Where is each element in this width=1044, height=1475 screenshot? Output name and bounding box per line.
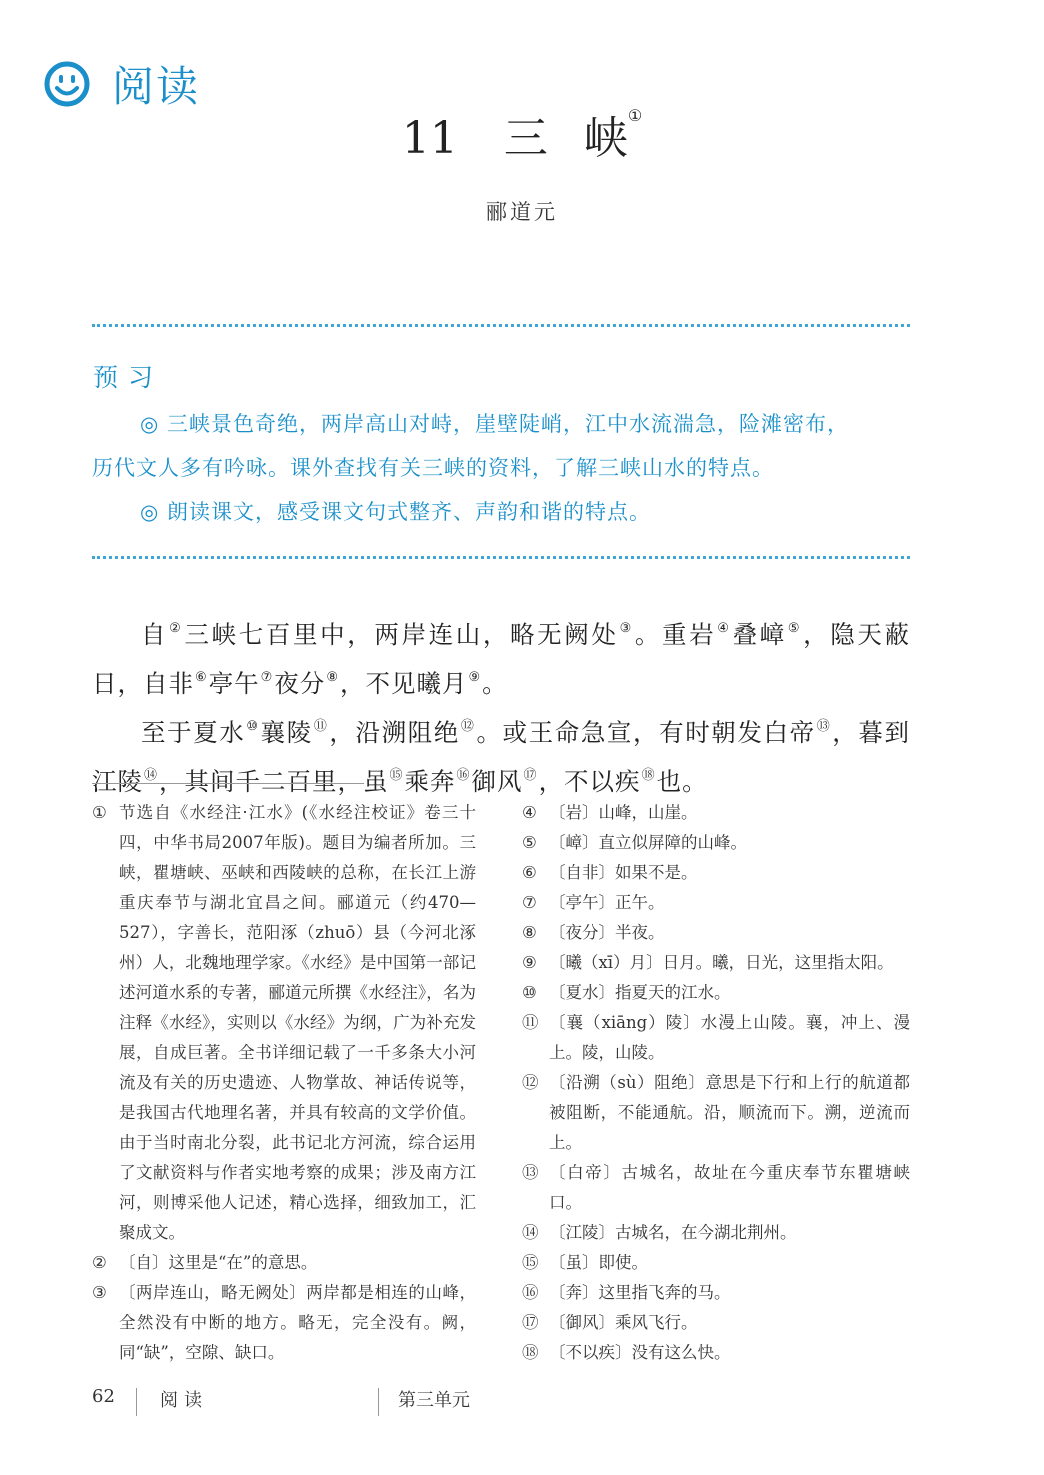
- footnote: [522, 1248, 910, 1278]
- footnote-ref[interactable]: ⑧: [326, 670, 339, 686]
- footnote-text: 〔虽〕即使。: [549, 1253, 648, 1272]
- text-run: ，不以疾: [538, 767, 641, 797]
- footnote-number: ⑩: [522, 983, 537, 1002]
- footnote-ref[interactable]: ⑪: [313, 719, 329, 735]
- text-run: ，其间千二百里，虽: [159, 767, 389, 797]
- footnote-ref[interactable]: ③: [619, 621, 634, 636]
- footnote-ref[interactable]: ⑮: [389, 768, 404, 784]
- footnotes-left-column: [92, 798, 476, 1368]
- footnote-number: ⑫: [522, 1073, 539, 1092]
- footnote: [92, 1248, 476, 1278]
- footnote-text: 〔奔〕这里指飞奔的马。: [549, 1283, 731, 1302]
- footnotes-right-column: [522, 798, 910, 1368]
- footnote-number: ⑤: [522, 833, 537, 852]
- text-run: ，暮到江陵: [92, 718, 910, 797]
- footnote: [522, 798, 910, 828]
- footnote: [522, 1158, 910, 1218]
- text-run: 自: [141, 620, 169, 650]
- footnote-rule: [92, 783, 364, 784]
- footnote: [522, 1068, 910, 1158]
- preview-title: 预习: [93, 363, 164, 392]
- footnote-text: 〔沿溯（sù）阻绝〕意思是下行和上行的航道都被阻断，不能通航。沿，顺流而下。溯，逆流而上。: [549, 1073, 910, 1152]
- text-run: 夜分: [274, 669, 326, 699]
- footnote-number: ⑦: [522, 893, 537, 912]
- preview-item-1-line-1: ◎ 三峡景色奇绝，两岸高山对峙，崖壁陡峭，江中水流湍急，险滩密布，: [140, 412, 849, 436]
- text-run: 御风: [471, 767, 523, 797]
- footnote: [522, 948, 910, 978]
- footnote-text: 〔夏水〕指夏天的江水。: [549, 983, 731, 1002]
- footnote-number: ③: [92, 1283, 107, 1302]
- footnote-number: ⑱: [522, 1343, 539, 1362]
- footnote-number: ⑬: [522, 1163, 539, 1182]
- footnote-text: 〔两岸连山，略无阙处〕两岸都是相连的山峰，全然没有中断的地方。略无，完全没有。阙，同“缺”，空隙、缺口。: [119, 1283, 476, 1362]
- footnote-text: 〔亭午〕正午。: [549, 893, 665, 912]
- footnote-ref[interactable]: ⑨: [468, 670, 482, 686]
- text-run: ，隐天蔽日，自非: [92, 620, 911, 699]
- footnote-text: 〔曦（xī）月〕日月。曦，日光，这里指太阳。: [549, 953, 894, 972]
- footnote: [522, 858, 910, 888]
- footnote-ref[interactable]: ⑩: [246, 719, 260, 735]
- footnote-number: ⑭: [522, 1223, 539, 1242]
- text-run: 三峡七百里中，两岸连山，略无阙处: [184, 620, 619, 650]
- footnote-number: ⑮: [522, 1253, 539, 1272]
- footnote-number: ④: [522, 803, 537, 822]
- footnote-number: ⑪: [522, 1013, 539, 1032]
- footnote-ref[interactable]: ④: [717, 621, 732, 636]
- footnote-number: ⑧: [522, 923, 537, 942]
- text-run: 。重岩: [634, 620, 717, 650]
- footnote: [522, 1338, 910, 1368]
- footnote-ref[interactable]: ⑰: [523, 768, 538, 784]
- footnote-ref[interactable]: ⑯: [456, 768, 471, 784]
- page-number: 62: [92, 1386, 115, 1407]
- text-run: 也。: [656, 767, 708, 797]
- text-run: ，沿溯阻绝: [329, 718, 460, 748]
- footnote-text: 〔白帝〕古城名，故址在今重庆奉节东瞿塘峡口。: [549, 1163, 910, 1212]
- footnote-text: 节选自《水经注·江水》(《水经注校证》卷三十四，中华书局2007年版)。题目为编者所加。三峡，瞿塘峡、巫峡和西陵峡的总称，在长江上游重庆奉节与湖北宜昌之间。郦道元（约470—527），字善长，范阳涿（zhuō）县（今河北涿州）人，北魏地理学家。《水经》是中国第一部记述河道水系的专著，郦道元所撰《水经注》，名为注释《水经》，实则以《水经》为纲，广为补充发展，自成巨著。全书详细记载了一千多条大小河流及有关的历史遗迹、人物掌故、神话传说等，是我国古代地理名著，并具有较高的文学价值。由于当时南北分裂，此书记北方河流，综合运用了文献资料与作者实地考察的成果；涉及南方江河，则博采他人记述，精心选择，细致加工，汇聚成文。: [119, 803, 476, 1242]
- footnote: [522, 1218, 910, 1248]
- footnote-text: 〔岩〕山峰，山崖。: [549, 803, 698, 822]
- text-run: 乘奔: [404, 767, 456, 797]
- footnote-number: ⑥: [522, 863, 537, 882]
- preview-text: [92, 402, 910, 534]
- lesson-number: 11: [401, 113, 458, 164]
- text-run: 。或王命急宣，有时朝发白帝: [476, 718, 816, 748]
- footnote-ref[interactable]: ②: [169, 621, 184, 636]
- footnote-text: 〔不以疾〕没有这么快。: [549, 1343, 731, 1362]
- footnote: [92, 1278, 476, 1368]
- footnote-text: 〔襄（xiāng）陵〕水漫上山陵。襄，冲上、漫上。陵，山陵。: [549, 1013, 910, 1062]
- main-text: [92, 608, 910, 805]
- footnote: [92, 798, 476, 1248]
- dotted-divider-bottom: [92, 556, 910, 559]
- footnote-text: 〔自〕这里是“在”的意思。: [119, 1253, 318, 1272]
- footnote-text: 〔嶂〕直立似屏障的山峰。: [549, 833, 747, 852]
- lesson-title-char-2: 峡: [583, 113, 628, 164]
- footnote: [522, 1308, 910, 1338]
- footer-separator: [136, 1388, 137, 1416]
- footnote: [522, 1008, 910, 1068]
- paragraph-1: [92, 608, 910, 706]
- text-run: 亭午: [208, 669, 260, 699]
- smiley-icon: [44, 61, 90, 107]
- footnote-text: 〔自非〕如果不是。: [549, 863, 698, 882]
- footnote-ref[interactable]: ⑭: [144, 768, 159, 784]
- footnote-number: ①: [92, 803, 107, 822]
- author: 郦道元: [486, 200, 558, 224]
- text-run: 叠嶂: [732, 620, 787, 650]
- footer-section: 阅读: [160, 1390, 208, 1411]
- preview-item-1-line-2: 历代文人多有吟咏。课外查找有关三峡的资料，了解三峡山水的特点。: [92, 456, 774, 480]
- footnote-number: ②: [92, 1253, 107, 1272]
- footnote-ref[interactable]: ⑥: [195, 670, 208, 686]
- section-title: 阅读: [112, 62, 201, 111]
- footer-separator: [378, 1388, 379, 1416]
- footnote-number: ⑰: [522, 1313, 539, 1332]
- footnote-number: ⑨: [522, 953, 537, 972]
- footer-unit: 第三单元: [398, 1390, 470, 1411]
- paragraph-2: [92, 706, 910, 804]
- text-run: 至于夏水: [141, 718, 246, 748]
- footnote: [522, 888, 910, 918]
- footnote: [522, 1278, 910, 1308]
- footnote-ref[interactable]: ⑤: [787, 621, 803, 636]
- preview-item-2: ◎ 朗读课文，感受课文句式整齐、声韵和谐的特点。: [140, 500, 651, 524]
- footnote: [522, 978, 910, 1008]
- footnote: [522, 918, 910, 948]
- title-footnote-marker[interactable]: ①: [627, 106, 643, 125]
- lesson-title: [0, 102, 1044, 166]
- footnote-ref[interactable]: ⑬: [816, 719, 832, 735]
- text-run: 襄陵: [260, 718, 313, 748]
- footnote-number: ⑯: [522, 1283, 539, 1302]
- footnote-ref[interactable]: ⑦: [260, 670, 274, 686]
- text-run: 。: [482, 669, 508, 699]
- footnote-ref[interactable]: ⑫: [460, 719, 476, 735]
- footnote-text: 〔御风〕乘风飞行。: [549, 1313, 698, 1332]
- footnote-text: 〔江陵〕古城名，在今湖北荆州。: [549, 1223, 797, 1242]
- footnote-ref[interactable]: ⑱: [641, 768, 656, 784]
- dotted-divider-top: [92, 324, 910, 327]
- footnote-text: 〔夜分〕半夜。: [549, 923, 665, 942]
- footnote: [522, 828, 910, 858]
- lesson-title-char-1: 三: [503, 113, 548, 164]
- text-run: ，不见曦月: [339, 669, 468, 699]
